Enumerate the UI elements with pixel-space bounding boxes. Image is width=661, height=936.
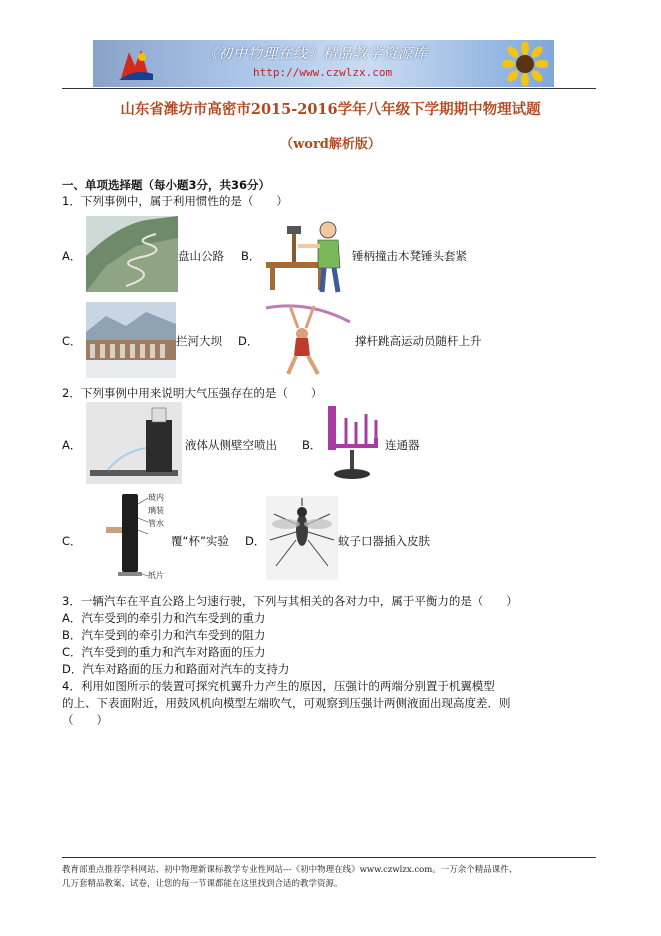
q1-option-a-text: 盘山公路 [178,249,224,263]
question-4-line-3: （ ） [62,713,108,727]
site-logo-icon [115,44,155,84]
footer-line-2: 几万套精品教案、试卷，让您的每一节课都能在这里找到合适的教学资源。 [62,879,343,889]
page-subtitle: （word解析版） [280,137,381,152]
q3-option-c: C．汽车受到的重力和汽车对路面的压力 [62,645,266,659]
footer-line-1: 教育部重点推荐学科网站、初中物理新课标教学专业性网站---《初中物理在线》www.czwlzx.com。一万余个精品课件、 [62,865,518,875]
q1-option-d-letter: D． [238,334,259,348]
q1-option-b-text: 锤柄撞击木凳锤头套紧 [352,249,467,263]
q2-mosquito-image [266,496,338,580]
cup-label-1: 玻内 [148,493,164,502]
footer-divider [62,857,596,858]
q2-option-a-letter: A． [62,438,82,452]
q1-mountain-road-image [86,216,178,292]
page-title: 山东省潍坊市高密市2015-2016学年八年级下学期期中物理试题 [120,101,541,118]
q3-option-a: A．汽车受到的牵引力和汽车受到的重力 [62,611,266,625]
q2-option-c-text: 覆“杯”实验 [171,534,229,548]
q1-option-a-letter: A． [62,249,82,263]
q2-connected-vessel-image [322,402,384,484]
q2-option-a-text: 液体从侧壁空喷出 [185,438,277,452]
q2-cup-paper-image [86,490,170,586]
q1-hammer-stool-image [262,216,352,294]
q1-dam-image [86,302,176,378]
header-divider [62,88,596,89]
section-heading: 一、单项选择题（每小题3分，共36分） [62,178,271,192]
footer [62,863,602,891]
q2-option-b-text: 连通器 [385,438,420,452]
question-3-stem: 3．一辆汽车在平直公路上匀速行驶，下列与其相关的各对力中，属于平衡力的是（ ） [62,594,518,608]
header-banner [93,40,554,87]
q2-option-b-letter: B． [302,438,322,452]
q1-pole-vault-image [262,300,354,380]
q2-bottle-spray-image [86,402,182,484]
question-4-line-1: 4．利用如图所示的装置可探究机翼升力产生的原因，压强计的两端分别置于机翼模型 [62,679,495,693]
cup-label-3: 管水 [148,519,164,528]
q2-option-c-letter: C． [62,534,82,548]
q1-option-d-text: 撑杆跳高运动员随杆上升 [355,334,482,348]
cup-label-bottom: 纸片 [148,571,164,580]
question-4-line-2: 的上、下表面附近，用鼓风机向模型左端吹气，可观察到压强计两侧液面出现高度差．则 [62,696,511,710]
sunflower-icon [502,42,548,86]
q3-option-b: B．汽车受到的牵引力和汽车受到的阻力 [62,628,266,642]
question-1-stem: 1．下列事例中，属于利用惯性的是（ ） [62,194,288,208]
cup-label-2: 璃装 [148,506,164,515]
banner-title: 《初中物理在线》精品教学资源库 [203,46,428,62]
q1-option-c-text: 拦河大坝 [176,334,222,348]
q2-option-d-text: 蚊子口器插入皮肤 [338,534,430,548]
q2-option-d-letter: D． [245,534,266,548]
banner-url[interactable]: http://www.czwlzx.com [253,66,393,79]
question-2-stem: 2．下列事例中用来说明大气压强存在的是（ ） [62,386,323,400]
q3-option-d: D．汽车对路面的压力和路面对汽车的支持力 [62,662,290,676]
q1-option-b-letter: B． [241,249,261,263]
q1-option-c-letter: C． [62,334,82,348]
